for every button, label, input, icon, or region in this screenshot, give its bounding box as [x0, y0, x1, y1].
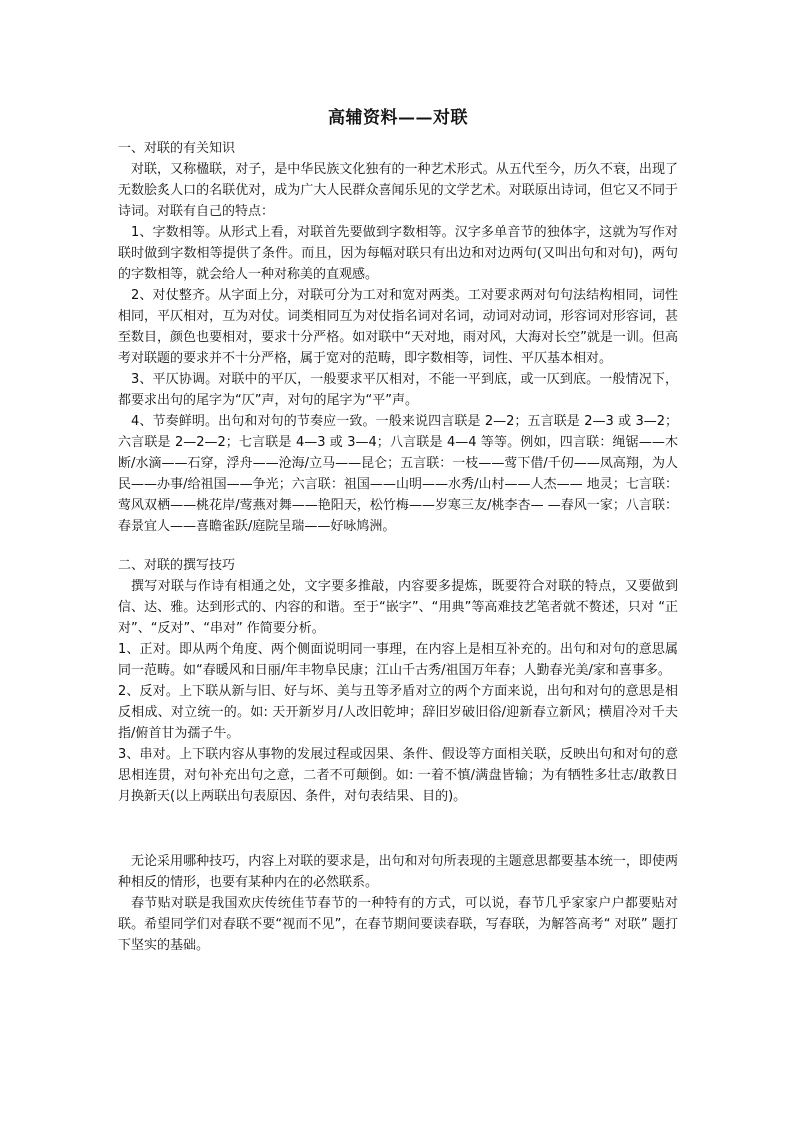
- closing-para-1: 无论采用哪种技巧，内容上对联的要求是，出句和对句所表现的主题意思都要基本统一，即使两种相反的情形，也要有某种内在的必然联系。: [118, 854, 678, 890]
- closing-spacer: [118, 807, 678, 851]
- section2-heading: 二、对联的撰写技巧: [118, 558, 236, 573]
- technique-3: 3、串对。上下联内容从事物的发展过程或因果、条件、假设等方面相关联，反映出句和对句的意思相连贯，对句补充出句之意，二者不可颠倒。如: 一着不慎/满盘皆输；为有牺牲多壮志/敢教日月换新天(以上两联出句表原因、条件，对句表结果、目的)。: [118, 747, 678, 804]
- section1-point-2: 2、对仗整齐。从字面上分，对联可分为工对和宽对两类。工对要求两对句句法结构相同，词性相同，平仄相对，互为对仗。词类相同互为对仗指名词对名词，动词对动词，形容词对形容词，甚至数目，颜色也要相对，要求十分严格。如对联中“天对地，雨对风，大海对长空”就是一训。但高考对联题的要求并不十分严格，属于宽对的范畴，即字数相等，词性、平仄基本相对。: [118, 288, 678, 366]
- section1-point-4: 4、节奏鲜明。出句和对句的节奏应一致。一般来说四言联是 2—2；五言联是 2—3 或 3—2；六言联是 2—2—2；七言联是 4—3 或 3—4；八言联是 4—4 等等。例如，四言联：绳锯——木断/水滴——石穿，浮舟——沧海/立马——昆仑；五言联：一枝——莺下借/千仞——凤高翔，为人民——办事/给祖国——争光；六言联：祖国——山明——水秀/山村——人杰—— 地灵；七言联：莺风双栖——桃花岸/莺燕对舞——艳阳天，松竹梅——岁寒三友/桃李杏— —春风一家；八言联：春景宜人——喜瞻雀跃/庭院呈瑞——好咏鸠洲。: [118, 414, 678, 534]
- technique-2: 2、反对。上下联从新与旧、好与坏、美与丑等矛盾对立的两个方面来说，出句和对句的意思是相反相成、对立统一的。如: 天开新岁月/人改旧乾坤；辞旧岁破旧俗/迎新春立新风；横眉冷对千夫指/俯首甘为孺子牛。: [118, 684, 678, 741]
- section1-intro: 对联，又称楹联，对子，是中华民族文化独有的一种艺术形式。从五代至今，历久不衰，出现了无数脍炙人口的名联优对，成为广大人民群众喜闻乐见的文学艺术。对联原出诗词，但它又不同于诗词。对联有自己的特点：: [118, 162, 678, 219]
- section1-heading: 一、对联的有关知识: [118, 141, 236, 156]
- technique-1: 1、正对。即从两个角度、两个侧面说明同一事理，在内容上是相互补充的。出句和对句的意思属同一范畴。如“春暖风和日丽/年丰物阜民康；江山千古秀/祖国万年春；人勤春光美/家和喜事多。: [118, 642, 678, 678]
- closing-para-2: 春节贴对联是我国欢庆传统佳节春节的一种特有的方式，可以说，春节几乎家家户户都要贴对联。希望同学们对春联不要“视而不见”，在春节期间要读春联，写春联，为解答高考“ 对联” 题打下坚实的基础。: [118, 896, 678, 953]
- section1-point-3: 3、平仄协调。对联中的平仄，一般要求平仄相对，不能一平到底，或一仄到底。一般情况下，都要求出句的尾字为“仄”声，对句的尾字为“平”声。: [118, 372, 678, 408]
- document-title: 高辅资料——对联: [328, 108, 468, 128]
- section2-intro: 撰写对联与作诗有相通之处，文字要多推敲，内容要多提炼，既要符合对联的特点，又要做到信、达、雅。达到形式的、内容的和谐。至于“嵌字”、“用典”等高难技艺笔者就不赘述，只对 “正对”、“反对”、“串对” 作简要分析。: [118, 579, 678, 636]
- document-page: [118, 100, 678, 956]
- section1-point-1: 1、字数相等。从形式上看，对联首先要做到字数相等。汉字多单音节的独体字，这就为写作对联时做到字数相等提供了条件。而且，因为每幅对联只有出边和对边两句(又叫出句和对句)，两句的字数相等，就会给人一种对称美的直观感。: [118, 225, 678, 282]
- section-spacer: [118, 537, 678, 555]
